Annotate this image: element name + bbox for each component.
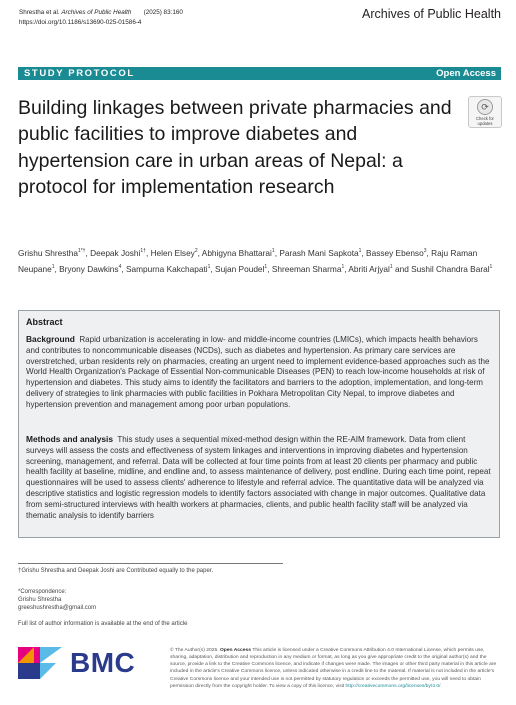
citation-line <box>19 8 183 18</box>
license-statement <box>170 647 500 690</box>
author-name <box>411 264 492 274</box>
author-name <box>279 248 361 258</box>
author-affiliation-mark: 1 <box>358 248 362 254</box>
abstract-heading: Abstract <box>26 317 63 327</box>
background-label: Background <box>26 334 75 344</box>
author-name <box>272 264 344 274</box>
author-affiliation-mark: 1 <box>264 264 268 271</box>
author-name <box>151 248 198 258</box>
citation-authors: Shrestha et al. <box>19 9 60 16</box>
author-info-note: Full list of author information is available at the end of the article <box>18 621 188 627</box>
abstract-methods <box>26 434 492 521</box>
citation-journal: Archives of Public Health <box>61 9 132 16</box>
author-name-text: Abriti Arjyal <box>348 264 390 275</box>
author-affiliation-mark: 1 <box>207 264 211 271</box>
article-type-label: STUDY PROTOCOL <box>24 68 135 79</box>
journal-name: Archives of Public Health <box>362 7 501 21</box>
check-for-updates-label: Check for updates <box>476 116 494 126</box>
bmc-logo-mark-icon <box>18 647 64 679</box>
correspondence-block <box>18 588 288 612</box>
author-name-text: Shreeman Sharma <box>271 264 342 275</box>
author-affiliation-mark: 1 <box>271 248 275 254</box>
author-name <box>126 264 210 274</box>
bmc-logo-text: BMC <box>70 647 136 678</box>
footnote-divider <box>18 563 283 564</box>
author-affiliation-mark: 1 <box>341 264 345 271</box>
methods-text: This study uses a sequential mixed-method design within the RE-AIM framework. Data from client surveys will assess the costs and effectiveness of system linkages and interventions in improving diabetes and hypertension screening, management, and referral. Data will be collected at four time points from at least 20 clients per pharmacy and public health facility at baseline, midline, and endline and, to assess maintenance of delivery, post endline. During each time point, repeat questionnaires will be used to assess clients' adherence to lifestyle and referral advice. The quantitative data will be analyzed via descriptive statistics and logistic regression models to identify factors associated with change in major outcomes. Qualitative data from semi-structured interviews with health workers at pharmacies, clients, and public health facility staff will be analyzed via thematic analysis to identify barriers <box>26 435 491 520</box>
article-title: Building linkages between private pharmacies and public facilities to improve diabetes and hypertension care in urban areas of Nepal: a protocol for implementation research <box>18 97 452 199</box>
author-name <box>215 264 267 274</box>
check-for-updates-badge[interactable] <box>468 96 502 128</box>
correspondence-label: *Correspondence: <box>18 589 67 595</box>
author-name-text: Abhigyna Bhattarai <box>201 247 272 258</box>
license-open-access: Open Access <box>219 648 252 653</box>
author-name-text: Bassey Ebenso <box>366 247 424 258</box>
running-header <box>19 8 183 27</box>
author-affiliation-mark: 1 <box>489 264 493 271</box>
open-access-label: Open Access <box>436 68 496 79</box>
author-affiliation-mark: 1 <box>51 264 55 271</box>
author-name-text: Sampurna Kakchapati <box>125 264 208 275</box>
author-affiliation-mark: 1*† <box>77 248 86 254</box>
copyright-prefix: © The Author(s) 2025. <box>170 648 219 653</box>
citation-year-volume: (2025) 83:160 <box>143 9 183 16</box>
author-name <box>18 248 85 258</box>
abstract-background <box>26 334 492 411</box>
author-name <box>366 248 426 258</box>
author-list: Grishu Shrestha$^{1*\dagger}$, Deepak Joshi$^{1\dagger}$, Helen Elsey$^2$, Abhigyna Bhattarai$^1$, Parash Mani Sapkota$^1$, Bassey Ebenso$^3$, Raju Raman Neupane$^1$, Bryony Dawkins$^4$, Sampurna Kakchapati$^1$, Sujan Poudel$^1$, Shreeman Sharma$^1$, Abriti Arjyal$^1$ and Sushil Chandra Baral$^1$ <box>18 247 493 275</box>
refresh-icon: ⟳ <box>477 99 493 115</box>
author-name <box>90 248 146 258</box>
author-name-text: Deepak Joshi <box>90 247 141 258</box>
equal-contribution-note: †Grishu Shrestha and Deepak Joshi are Contributed equally to the paper. <box>18 568 214 574</box>
author-name-text: Raju Raman Neupane <box>18 247 478 275</box>
license-text: This article is licensed under a Creative Commons Attribution 4.0 International License, which permits use, sharing, adaptation, distribution and reproduction in any medium or format, as long as you give appropriate credit to the original author(s) and the source, provide a link to the Creative Commons licence, and indicate if changes were made. The images or other third party material in this article are included in the article's Creative Commons licence, unless indicated otherwise in a credit line to the material. If material is not included in the article's Creative Commons licence and your intended use is not permitted by statutory regulation or exceeds the permitted use, you will need to obtain permission directly from the copyright holder. To view a copy of this licence, visit <box>170 648 497 689</box>
author-name-text: Parash Mani Sapkota <box>279 247 359 258</box>
author-name <box>348 264 392 274</box>
author-name <box>202 248 275 258</box>
author-affiliation-mark: 1† <box>140 248 146 254</box>
author-affiliation-mark: 1 <box>389 264 393 271</box>
author-affiliation-mark: 4 <box>118 264 122 271</box>
correspondence-name: Grishu Shrestha <box>18 597 62 603</box>
author-affiliation-mark: 3 <box>423 248 427 254</box>
license-link[interactable]: http://creativecommons.org/licenses/by/4.0/. <box>345 683 442 689</box>
doi-link[interactable]: https://doi.org/10.1186/s13690-025-01586-4 <box>19 18 142 26</box>
article-type-band <box>18 67 501 80</box>
author-affiliation-mark: 2 <box>194 248 198 254</box>
abstract-box <box>18 310 500 538</box>
author-name-text: Grishu Shrestha <box>18 247 78 258</box>
author-name-text: Bryony Dawkins <box>59 264 119 275</box>
author-name <box>59 264 121 274</box>
author-name-text: Sushil Chandra Baral <box>411 264 490 275</box>
author-name-text: Helen Elsey <box>150 247 195 258</box>
methods-label: Methods and analysis <box>26 434 114 444</box>
author-name-text: Sujan Poudel <box>215 264 265 275</box>
bmc-logo <box>18 647 148 679</box>
correspondence-email[interactable]: greeshushrestha@gmail.com <box>18 605 97 611</box>
background-text: Rapid urbanization is accelerating in low- and middle-income countries (LMICs), which impacts health behaviors and contributes to noncommunicable diseases (NCDs), such as diabetes and hypertension. As primary care services are overstretched, urban residents rely on pharmacies, creating an urgent need to implement evidence-based approaches such as the World Health Organization's Package of Essential Non-communicable Diseases (PEN) to reach low-income households at risk of hypertension and diabetes. This study aims to identify the facilitators and barriers to the adoption, implementation, and long-term delivery of strategies to link pharmacies with public facilities in Pokhara Metropolitan City Nepal, to improve diabetes and hypertension prevention and management among poor urban populations. <box>26 335 490 409</box>
